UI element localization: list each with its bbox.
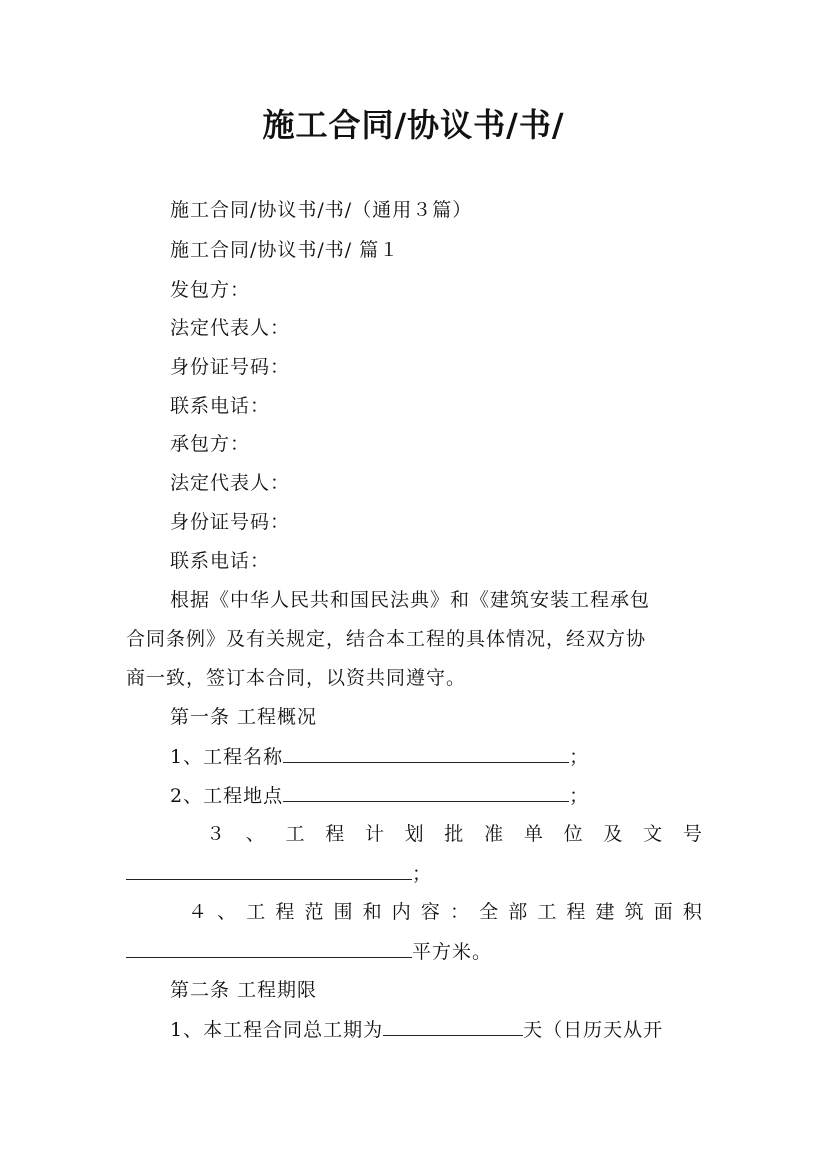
item-3-char: 、 <box>245 823 265 845</box>
total-duration-label: 1、本工程合同总工期为 <box>170 1019 384 1041</box>
total-duration-blank[interactable] <box>383 1017 523 1036</box>
item-3-char: 准 <box>484 823 504 845</box>
item-4-char: 和 <box>362 901 382 923</box>
preamble-line-2: 合同条例》及有关规定，结合本工程的具体情况，经双方协 <box>126 628 647 650</box>
item-4-char: 积 <box>682 901 702 923</box>
item-4-char: 工 <box>537 901 557 923</box>
item-3-char: 划 <box>404 823 424 845</box>
article-1-item-4 <box>188 900 702 924</box>
item-4-char: 容 <box>420 901 440 923</box>
item-3-char: 及 <box>603 823 623 845</box>
item-3-char: 文 <box>643 823 663 845</box>
field-employer-legal-rep: 法定代表人： <box>170 317 291 339</box>
article-1-item-1 <box>170 744 589 769</box>
item-3-char: 位 <box>563 823 583 845</box>
field-contractor: 承包方： <box>170 433 251 455</box>
article-1-item-2 <box>170 783 589 808</box>
field-employer-id-number: 身份证号码： <box>170 356 291 378</box>
item-4-char: 筑 <box>624 901 644 923</box>
article-1-item-3-cont <box>126 861 432 886</box>
project-location-label: 2、工程地点 <box>170 785 284 807</box>
document-title: 施工合同/协议书/书/ <box>262 106 565 144</box>
item-3-char: 程 <box>325 823 345 845</box>
approval-unit-blank[interactable] <box>126 861 412 880</box>
article-1-item-3 <box>206 822 702 846</box>
subtitle: 施工合同/协议书/书/（通用３篇） <box>170 199 473 221</box>
item-1-end: ； <box>569 746 590 768</box>
item-4-char: 、 <box>217 901 237 923</box>
project-name-label: 1、工程名称 <box>170 746 284 768</box>
section-heading: 施工合同/协议书/书/ 篇１ <box>170 239 400 261</box>
preamble-line-3: 商一致，签订本合同，以资共同遵守。 <box>126 667 467 689</box>
item-4-char: 全 <box>479 901 499 923</box>
item-4-end: 平方米。 <box>412 941 493 963</box>
item-4-char: 围 <box>333 901 353 923</box>
item-4-char: 工 <box>246 901 266 923</box>
item-4-char: 范 <box>304 901 324 923</box>
field-employer: 发包方： <box>170 279 251 301</box>
building-area-blank[interactable] <box>126 939 412 958</box>
article-2-item-1-end: 天（日历天从开 <box>523 1019 664 1041</box>
item-2-end: ； <box>569 785 590 807</box>
field-employer-phone: 联系电话： <box>170 395 271 417</box>
item-4-char: 面 <box>653 901 673 923</box>
item-3-char: 单 <box>523 823 543 845</box>
project-name-blank[interactable] <box>283 744 569 763</box>
article-1-heading: 第一条 工程概况 <box>170 706 318 728</box>
article-2-heading: 第二条 工程期限 <box>170 979 318 1001</box>
item-3-char: 号 <box>682 823 702 845</box>
item-4-char: ： <box>449 901 469 923</box>
item-4-char: 部 <box>508 901 528 923</box>
item-4-char: 程 <box>275 901 295 923</box>
item-3-char: ３ <box>206 823 226 845</box>
item-3-char: 工 <box>285 823 305 845</box>
article-2-item-1 <box>170 1017 663 1042</box>
item-4-char: 程 <box>566 901 586 923</box>
preamble-line-1: 根据《中华人民共和国民法典》和《建筑安装工程承包 <box>170 589 651 611</box>
field-contractor-phone: 联系电话： <box>170 550 271 572</box>
project-location-blank[interactable] <box>283 783 569 802</box>
item-4-char: ４ <box>188 901 208 923</box>
item-3-char: 计 <box>364 823 384 845</box>
item-4-char: 内 <box>391 901 411 923</box>
item-3-char: 批 <box>444 823 464 845</box>
item-4-char: 建 <box>595 901 615 923</box>
field-contractor-id-number: 身份证号码： <box>170 511 291 533</box>
item-3-end: ； <box>412 863 433 885</box>
field-contractor-legal-rep: 法定代表人： <box>170 472 291 494</box>
article-1-item-4-cont <box>126 939 492 964</box>
